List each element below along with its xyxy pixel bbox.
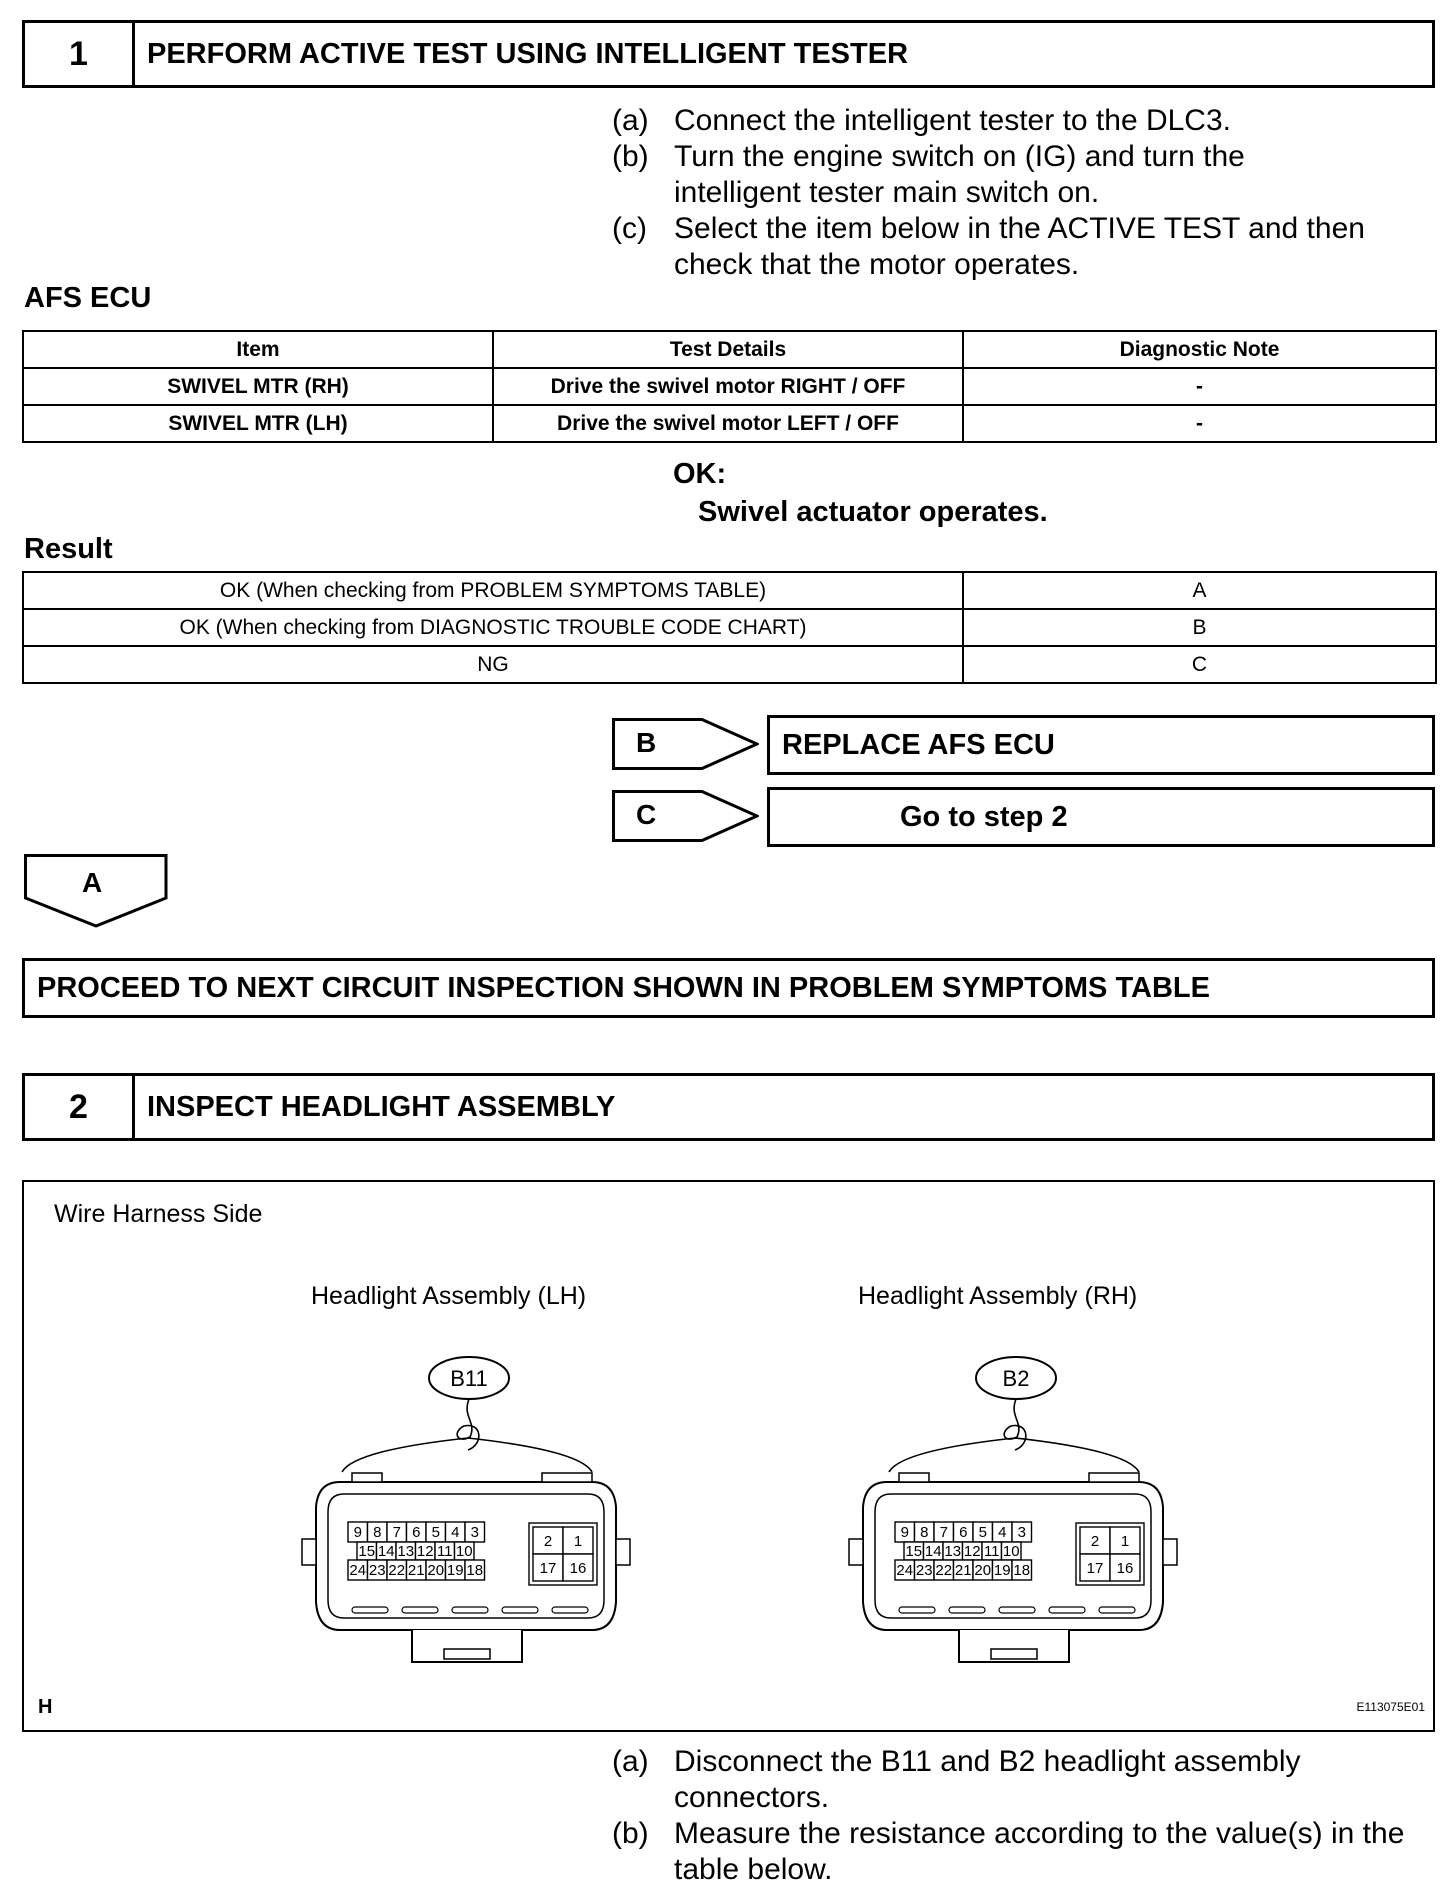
column-header: Item: [23, 331, 493, 368]
pin-label: 21: [407, 1562, 425, 1579]
pin-label: 16: [569, 1560, 587, 1577]
bottom-slot: [899, 1607, 935, 1613]
wire-harness-line: [889, 1438, 1139, 1472]
arrow-right-icon: [612, 718, 759, 770]
go-to-step-2-box: Go to step 2: [767, 787, 1435, 847]
ok-criteria: Swivel actuator operates.: [698, 496, 1048, 528]
instruction-label: (b): [612, 1817, 649, 1850]
branch-c-tag: [612, 790, 759, 842]
instruction-text: Disconnect the B11 and B2 headlight assembly connectors.: [674, 1745, 1301, 1814]
pin-label: 13: [397, 1543, 415, 1560]
pin-label: 17: [1086, 1560, 1104, 1577]
table-row: [23, 368, 1436, 405]
bottom-slot: [402, 1607, 438, 1613]
connector-diagram: [24, 1182, 1433, 1730]
pin-label: 15: [905, 1543, 923, 1560]
latch-slot: [444, 1649, 490, 1659]
locking-tab: [542, 1473, 592, 1482]
step-2-header: [22, 1073, 1435, 1141]
side-ear: [616, 1539, 630, 1565]
pin-label: 10: [1002, 1543, 1020, 1560]
pin-label: 21: [954, 1562, 972, 1579]
figure-caption: Wire Harness Side: [54, 1200, 263, 1228]
locking-tab: [352, 1473, 382, 1482]
pin-label: 11: [436, 1543, 453, 1560]
bottom-slot: [949, 1607, 985, 1613]
bottom-slot: [352, 1607, 388, 1613]
table-cell: Drive the swivel motor RIGHT / OFF: [493, 368, 963, 405]
bottom-slot: [1049, 1607, 1085, 1613]
table-cell: SWIVEL MTR (RH): [23, 368, 493, 405]
connector-b11: [302, 1357, 630, 1662]
pin-label: 19: [993, 1562, 1011, 1579]
column-header: Test Details: [493, 331, 963, 368]
pin-label: 18: [1013, 1562, 1031, 1579]
pin-label: 1: [1120, 1533, 1130, 1550]
arrow-right-icon: [612, 790, 759, 842]
pin-label: 12: [416, 1543, 434, 1560]
instruction-label: (b): [612, 140, 649, 173]
branch-tag-label: A: [82, 867, 103, 898]
wire-harness-line: [342, 1438, 592, 1472]
branch-tag-label: B: [636, 727, 657, 758]
table-cell: A: [963, 572, 1436, 609]
pin-label: 8: [373, 1524, 382, 1541]
pin-label: 20: [974, 1562, 992, 1579]
bottom-slot: [1099, 1607, 1135, 1613]
pin-label: 15: [358, 1543, 376, 1560]
pin-label: 13: [944, 1543, 962, 1560]
pin-label: 23: [368, 1562, 386, 1579]
afs-ecu-heading: AFS ECU: [24, 282, 152, 314]
table-cell: Drive the swivel motor LEFT / OFF: [493, 405, 963, 442]
pin-label: 12: [963, 1543, 981, 1560]
pin-label: 3: [470, 1524, 479, 1541]
instruction-label: (a): [612, 104, 649, 137]
step-2-instructions: [612, 1744, 1432, 1888]
wire-bundle: [1004, 1399, 1026, 1450]
pin-label: 14: [924, 1543, 942, 1560]
connector-code-label: B2: [1002, 1366, 1030, 1391]
pin-label: 7: [392, 1524, 401, 1541]
locking-tab: [899, 1473, 929, 1482]
side-ear: [302, 1539, 316, 1565]
result-table: [22, 571, 1437, 684]
step-2-title: INSPECT HEADLIGHT ASSEMBLY: [147, 1090, 616, 1123]
pin-label: 11: [983, 1543, 1000, 1560]
ok-label: OK:: [673, 458, 727, 490]
instruction-text: Connect the intelligent tester to the DLC3.: [674, 104, 1231, 137]
table-row: [23, 609, 1436, 646]
instruction-text: Select the item below in the ACTIVE TEST and then check that the motor operates.: [674, 212, 1365, 281]
instruction-label: (c): [612, 212, 647, 245]
pin-label: 10: [455, 1543, 473, 1560]
bottom-slot: [999, 1607, 1035, 1613]
instruction-item: [612, 1816, 1432, 1888]
table-row: [23, 646, 1436, 683]
table-cell: B: [963, 609, 1436, 646]
afs-ecu-table: [22, 330, 1437, 443]
instruction-label: (a): [612, 1745, 649, 1778]
pin-label: 1: [573, 1533, 583, 1550]
branch-b-tag: [612, 718, 759, 770]
table-cell: -: [963, 368, 1436, 405]
step-2-number: 2: [25, 1076, 135, 1138]
figure-corner-letter: H: [38, 1696, 53, 1718]
step-1-number: 1: [25, 23, 135, 85]
pin-label: 14: [377, 1543, 395, 1560]
table-cell: OK (When checking from PROBLEM SYMPTOMS TABLE): [23, 572, 963, 609]
bottom-slot: [502, 1607, 538, 1613]
column-header: Diagnostic Note: [963, 331, 1436, 368]
table-cell: -: [963, 405, 1436, 442]
pin-label: 5: [978, 1524, 987, 1541]
pin-label: 24: [349, 1562, 367, 1579]
table-header-row: [23, 331, 1436, 368]
step-1-title: PERFORM ACTIVE TEST USING INTELLIGENT TESTER: [147, 37, 909, 70]
table-cell: NG: [23, 646, 963, 683]
pin-label: 18: [466, 1562, 484, 1579]
result-heading: Result: [24, 533, 113, 565]
pin-label: 17: [539, 1560, 557, 1577]
pin-label: 20: [427, 1562, 445, 1579]
pin-label: 19: [446, 1562, 464, 1579]
replace-afs-ecu-box: REPLACE AFS ECU: [767, 715, 1435, 775]
bottom-slot: [552, 1607, 588, 1613]
latch-slot: [991, 1649, 1037, 1659]
pin-label: 3: [1017, 1524, 1026, 1541]
table-cell: SWIVEL MTR (LH): [23, 405, 493, 442]
pin-label: 4: [451, 1524, 460, 1541]
branch-a-tag: [24, 854, 168, 928]
instruction-item: [612, 139, 1432, 211]
pin-label: 8: [920, 1524, 929, 1541]
instruction-item: [612, 211, 1432, 283]
locking-tab: [1089, 1473, 1139, 1482]
pin-label: 4: [998, 1524, 1007, 1541]
pin-label: 22: [935, 1562, 953, 1579]
instruction-item: [612, 103, 1432, 139]
connector-lh-title: Headlight Assembly (LH): [311, 1282, 587, 1310]
side-ear: [1163, 1539, 1177, 1565]
pin-label: 22: [388, 1562, 406, 1579]
figure-id: E113075E01: [1356, 1700, 1425, 1714]
pin-label: 16: [1116, 1560, 1134, 1577]
step-1-header: [22, 20, 1435, 88]
pin-label: 2: [543, 1533, 553, 1550]
table-row: [23, 405, 1436, 442]
table-cell: OK (When checking from DIAGNOSTIC TROUBLE CODE CHART): [23, 609, 963, 646]
instruction-text: Measure the resistance according to the value(s) in the table below.: [674, 1817, 1405, 1886]
step-1-instructions: [612, 103, 1432, 283]
pin-label: 23: [915, 1562, 933, 1579]
connector-b2: [849, 1357, 1177, 1662]
branch-tag-label: C: [636, 799, 657, 830]
table-cell: C: [963, 646, 1436, 683]
pin-label: 9: [900, 1524, 909, 1541]
pin-label: 9: [353, 1524, 362, 1541]
table-row: [23, 572, 1436, 609]
instruction-text: Turn the engine switch on (IG) and turn the intelligent tester main switch on.: [674, 140, 1245, 209]
side-ear: [849, 1539, 863, 1565]
connector-figure: [22, 1180, 1435, 1732]
proceed-box: PROCEED TO NEXT CIRCUIT INSPECTION SHOWN IN PROBLEM SYMPTOMS TABLE: [22, 958, 1435, 1018]
connector-rh-title: Headlight Assembly (RH): [858, 1282, 1138, 1310]
connector-code-label: B11: [450, 1366, 488, 1391]
pin-label: 5: [431, 1524, 440, 1541]
bottom-slot: [452, 1607, 488, 1613]
pin-label: 6: [412, 1524, 421, 1541]
pin-label: 7: [939, 1524, 948, 1541]
instruction-item: [612, 1744, 1432, 1816]
pin-label: 24: [896, 1562, 914, 1579]
wire-bundle: [457, 1399, 479, 1450]
pin-label: 2: [1090, 1533, 1100, 1550]
pin-label: 6: [959, 1524, 968, 1541]
